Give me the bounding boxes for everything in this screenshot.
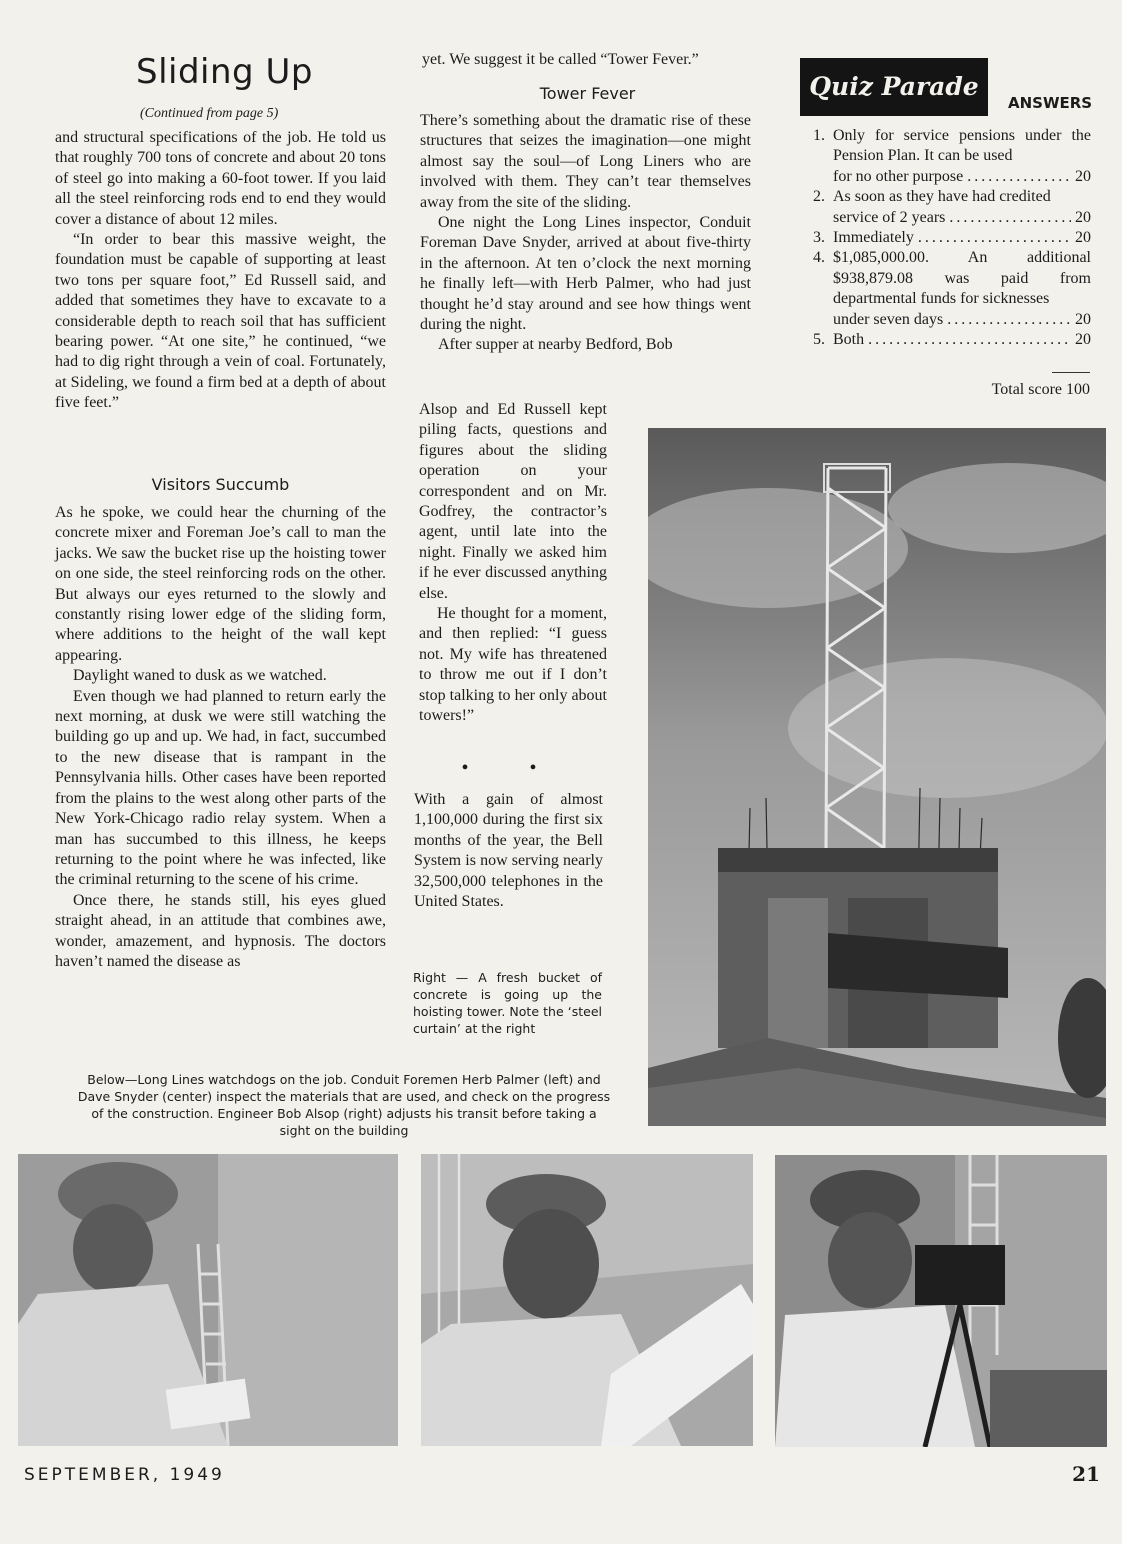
answer-number: 4.	[813, 249, 825, 267]
leader-dots	[967, 167, 1071, 187]
stat-paragraph	[414, 790, 603, 912]
answer-text: service of 2 years	[833, 208, 946, 226]
paragraph: “In order to bear this massive weight, the foundation must be capable of supporting at least two tons per square foot,” Ed Russell said, and added that sometimes they have to excavate to a considerable depth to reach soil that has sufficient bearing power. “At one site,” he continued, “we had to dig right through a vein of coal. Fortunately, at Sideling, we found a firm bed at a depth of about five feet.”	[55, 231, 386, 412]
answer-number: 2.	[813, 188, 825, 206]
photo-herb-palmer	[18, 1154, 398, 1446]
continued-note: (Continued from page 5)	[140, 106, 279, 121]
list-item	[801, 126, 1091, 187]
answer-score: 20	[1075, 331, 1091, 349]
column-2-top-line: yet. We suggest it be called “Tower Fever.”	[422, 51, 699, 68]
section-heading-visitors: Visitors Succumb	[151, 475, 290, 494]
paragraph: and structural specifications of the job. He told us that roughly 700 tons of concrete and about 20 tons of steel go into making a 60-foot tower. If you laid all the steel reinforcing rods end to end they would cover a distance of about 12 miles.	[55, 129, 386, 228]
answer-score: 20	[1075, 310, 1091, 328]
caption-below: Below—Long Lines watchdogs on the job. Conduit Foremen Herb Palmer (left) and Dave Snyder (center) inspect the materials that are used, and check on the progress of the construction. Engineer Bob Alsop (right) adjusts his transit before taking a sight on the building	[77, 1072, 611, 1138]
answer-text: under seven days	[833, 310, 944, 328]
paragraph: As he spoke, we could hear the churning of the concrete mixer and Foreman Joe’s call to man the jacks. We saw the bucket rise up the hoisting tower on one side, the steel reinforcing rods on the other. But always our eyes returned to the slowly and constantly rising lower edge of the sliding form, where additions to the height of the wall kept appearing.	[55, 504, 386, 664]
total-rule	[1052, 372, 1090, 373]
list-item	[801, 228, 1091, 248]
paragraph: Even though we had planned to return early the next morning, at dusk we were still watching the building go up and up. We had, in fact, succumbed to the new disease that is rampant in the Pennsylvania hills. Other cases have been reported from the plains to the west along other parts of the New York-Chicago radio relay system. When a man has succumbed to this illness, he keeps returning to the point where he was infected, like the criminal returning to the scene of his crime.	[55, 687, 386, 889]
issue-date: SEPTEMBER, 1949	[24, 1465, 225, 1485]
answer-text: $1,085,000.00. An additional $938,879.08 was paid from departmental funds for sicknesses	[833, 249, 1091, 308]
answers-heading: ANSWERS	[1008, 94, 1093, 112]
list-item	[801, 187, 1091, 228]
tower-photo	[648, 428, 1106, 1126]
list-item	[801, 248, 1091, 330]
leader-dots	[918, 228, 1071, 248]
answer-text: As soon as they have had credited	[833, 188, 1051, 206]
page-number: 21	[1072, 1462, 1100, 1486]
answer-score: 20	[1075, 208, 1091, 226]
photo-bob-alsop	[775, 1155, 1107, 1447]
answer-text: for no other purpose	[833, 167, 964, 185]
leader-dots	[868, 330, 1071, 350]
answer-score: 20	[1075, 167, 1091, 185]
answer-text: Only for service pensions under the Pension Plan. It can be used	[833, 127, 1091, 165]
section-heading-tower-fever: Tower Fever	[539, 84, 636, 103]
answer-text: Both	[833, 331, 865, 349]
answer-number: 3.	[813, 229, 825, 247]
answer-text: Immediately	[833, 229, 914, 247]
answer-score: 20	[1075, 229, 1091, 247]
answer-number: 1.	[813, 127, 825, 144]
answer-number: 5.	[813, 331, 825, 349]
paragraph: With a gain of almost 1,100,000 during the first six months of the year, the Bell System is now serving nearly 32,500,000 telephones in the United States.	[414, 791, 603, 911]
photo-dave-snyder	[421, 1154, 753, 1446]
paragraph: One night the Long Lines inspector, Conduit Foreman Dave Snyder, arrived at about five-thirty in the afternoon. At ten o’clock the next morning he finally left—with Herb Palmer, who had just thought he’d stay around and see how things went during the night.	[420, 214, 751, 334]
leader-dots	[947, 310, 1071, 330]
caption-right: Right — A fresh bucket of concrete is going up the hoisting tower. Note the ‘steel curtain’ at the right	[413, 970, 602, 1036]
quiz-parade-banner: Quiz Parade	[800, 58, 988, 116]
column-1-bottom	[55, 503, 386, 972]
paragraph: After supper at nearby Bedford, Bob	[438, 336, 673, 354]
quiz-answers-list	[801, 126, 1091, 350]
total-score: Total score 100	[991, 381, 1090, 398]
article-title: Sliding Up	[136, 52, 313, 92]
leader-dots	[949, 208, 1071, 228]
column-1-top	[55, 128, 386, 414]
column-2-wide	[420, 111, 751, 356]
list-item	[801, 330, 1091, 350]
paragraph: Alsop and Ed Russell kept piling facts, questions and figures about the sliding operation on your correspondent and on Mr. Godfrey, the contractor’s agent, until late into the night. Finally we asked him if he ever discussed anything else.	[419, 401, 607, 602]
paragraph: He thought for a moment, and then replied: “I guess not. My wife has threatened to throw me out if I don’t stop talking to her only about towers!”	[419, 605, 607, 725]
paragraph: Daylight waned to dusk as we watched.	[73, 667, 327, 685]
paragraph: Once there, he stands still, his eyes glued straight ahead, in an attitude that combines awe, wonder, amazement, and hypnosis. The doctors haven’t named the disease as	[55, 891, 386, 970]
paragraph: There’s something about the dramatic rise of these structures that seizes the imagination—one might almost say the soul—of Long Liners who are involved with them. They can’t tear themselves away from the site of the sliding.	[420, 112, 751, 211]
column-2-narrow	[419, 400, 607, 727]
section-separator: • •	[461, 757, 565, 779]
